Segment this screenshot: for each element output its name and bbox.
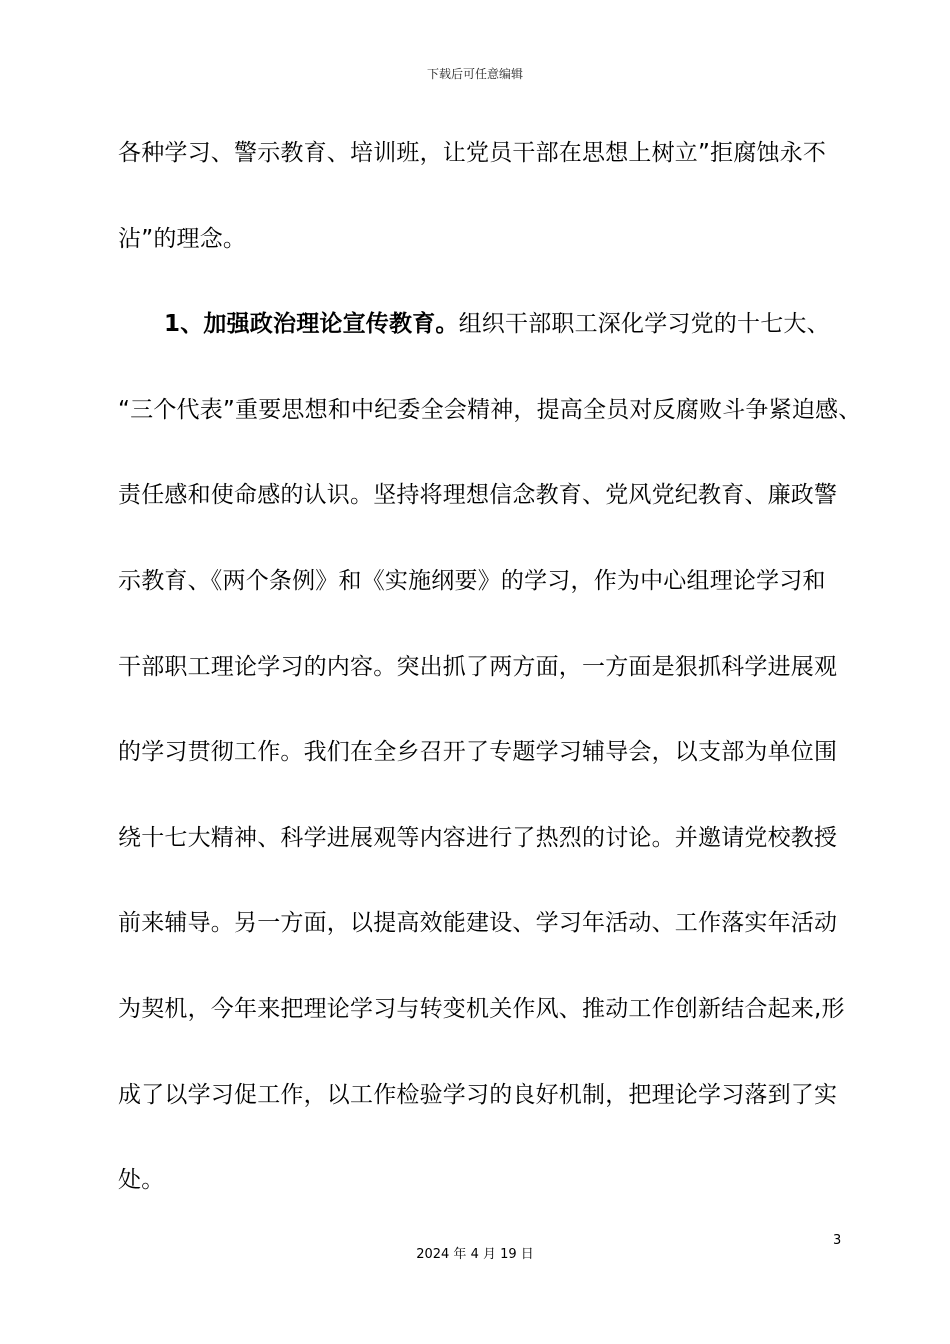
paragraph-line: 绕十七大精神、科学进展观等内容进行了热烈的讨论。并邀请党校教授 bbox=[118, 824, 838, 851]
document-body bbox=[118, 124, 862, 1237]
paragraph-line: 处。 bbox=[118, 1167, 165, 1194]
paragraph-line: 为契机，今年来把理论学习与转变机关作风、推动工作创新结合起来,形 bbox=[118, 995, 845, 1022]
section-heading-line bbox=[118, 295, 842, 381]
footer-date: 2024 年 4 月 19 日 bbox=[416, 1247, 534, 1262]
paragraph-line: 各种学习、警示教育、培训班，让党员干部在思想上树立”拒腐蚀永不 bbox=[118, 140, 827, 166]
paragraph-line: 责任感和使命感的认识。坚持将理想信念教育、党风党纪教育、廉政警 bbox=[118, 482, 838, 509]
paragraph-line: 的学习贯彻工作。我们在全乡召开了专题学习辅导会，以支部为单位围 bbox=[118, 739, 838, 766]
section-first-line-text: 组织干部职工深化学习党的十七大、 bbox=[458, 311, 830, 338]
page-number: 3 bbox=[833, 1233, 842, 1248]
paragraph-line: 成了以学习促工作，以工作检验学习的良好机制，把理论学习落到了实 bbox=[118, 1081, 838, 1108]
paragraph-line: 干部职工理论学习的内容。突出抓了两方面，一方面是狠抓科学进展观 bbox=[118, 653, 838, 680]
paragraph-line: 前来辅导。另一方面，以提高效能建设、学习年活动、工作落实年活动 bbox=[118, 910, 838, 937]
section-heading: 1、加强政治理论宣传教育。 bbox=[164, 311, 459, 338]
page-header: 下载后可任意编辑 bbox=[426, 67, 523, 81]
paragraph-line: 沾”的理念。 bbox=[118, 225, 247, 252]
paragraph-line: “三个代表”重要思想和中纪委全会精神，提高全员对反腐败斗争紧迫感、 bbox=[118, 396, 862, 423]
paragraph-line: 示教育、《两个条例》和《实施纲要》的学习，作为中心组理论学习和 bbox=[118, 567, 826, 594]
